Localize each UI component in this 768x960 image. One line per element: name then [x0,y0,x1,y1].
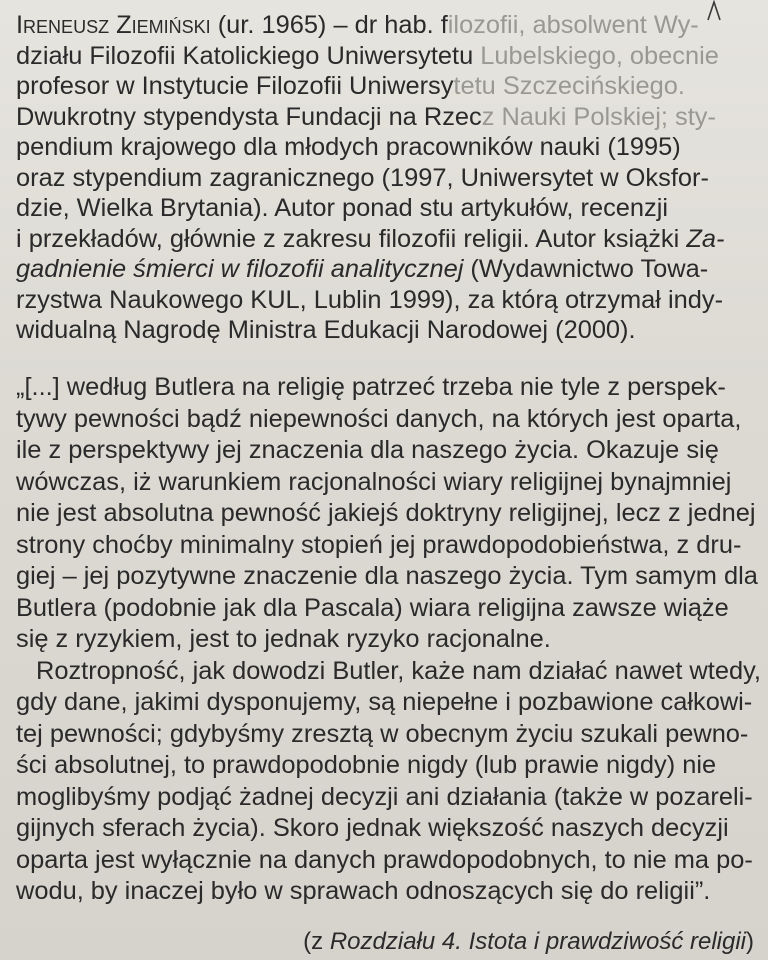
bio-line: widualną Nagrodę Ministra Edukacji Narodowej (2000). [16,316,636,344]
bio-line: i przekładów, głównie z zakresu filozofii religii. Autor książki Za- [16,224,725,253]
quote-line: ile z perspektywy jej znaczenia dla naszego życia. Okazuje się [16,436,719,464]
author-bio [16,10,744,346]
quote-line: Roztropność, jak dowodzi Butler, każe nam działać nawet wtedy, [36,656,761,685]
quote-line: Butlera (podobnie jak dla Pascala) wiara religijna zawsze wiąże [16,593,729,622]
quote-line: tywy pewności bądź niepewności danych, na których jest oparta, [16,404,742,433]
bio-line: oraz stypendium zagranicznego (1997, Uniwersytet w Oksfor- [16,163,709,192]
bio-line: Ireneusz Ziemiński (ur. 1965) – dr hab. filozofii, absolwent Wy- [16,11,699,39]
quote-line: tej pewności; gdybyśmy zresztą w obecnym życiu szukali pewno- [16,719,749,748]
quote-line: wodu, by inaczej było w sprawach odnoszących się do religii”. [16,877,711,905]
quote-line: oparta jest wyłącznie na danych prawdopodobnych, to nie ma po- [16,845,753,874]
bio-line: profesor w Instytucie Filozofii Uniwersytetu Szczecińskiego. [16,72,685,100]
quote-line: nie jest absolutna pewność jakiejś doktryny religijnej, lecz z jednej [16,499,756,527]
source-title: Rozdziału 4. Istota i prawdziwość religii [329,928,746,955]
quote-paragraph-2 [16,656,761,908]
quote-line: gijnych sferach życia). Skoro jednak większość naszych decyzji [16,814,729,842]
quote-line: giej – jej pozytywne znaczenie dla naszego życia. Tym samym dla [16,562,758,590]
faded-text: Lubelskiego, obecnie [480,41,719,70]
book-title: gadnienie śmierci w filozofii analitycznej [16,255,464,283]
bio-line: rzystwa Naukowego KUL, Lublin 1999), za którą otrzymał indy- [16,285,724,314]
book-title: Za- [686,224,725,253]
faded-text: tetu Szczecińskiego. [453,72,685,100]
bio-line: gadnienie śmierci w filozofii analitycznej (Wydawnictwo Towa- [16,255,709,283]
bio-line: pendium krajowego dla młodych pracowników nauki (1995) [16,133,681,161]
faded-text: ilozofii, absolwent Wy- [447,11,699,39]
quote-line: strony choćby minimalny stopień jej prawdopodobieństwa, z dru- [16,530,742,559]
quote-line: gdy dane, jakimi dysponujemy, są niepełne i pozbawione całkowi- [16,688,753,716]
quote-line: się z ryzykiem, jest to jednak ryzyko racjonalne. [16,625,551,653]
bio-line: Dwukrotny stypendysta Fundacji na Rzecz Nauki Polskiej; sty- [16,102,716,131]
quotation [16,372,761,908]
bio-line: dzie, Wielka Brytania). Autor ponad stu artykułów, recenzji [16,194,668,222]
author-name: Ireneusz Ziemiński [16,11,211,39]
quote-line: ści absolutnej, to prawdopodobnie nigdy (lub prawie nigdy) nie [16,751,717,779]
quote-paragraph-1 [16,372,758,656]
quote-line: moglibyśmy podjąć żadnej decyzji ani działania (także w pozareli- [16,782,753,811]
quote-line: „[...] według Butlera na religię patrzeć trzeba nie tyle z perspek- [16,373,726,401]
quote-source: (z Rozdziału 4. Istota i prawdziwość religii) [303,928,754,955]
faded-text: z Nauki Polskiej; sty- [481,102,716,131]
quote-line: wówczas, iż warunkiem racjonalności wiary religijnej bynajmniej [16,467,732,496]
bio-line: działu Filozofii Katolickiego Uniwersytetu Lubelskiego, obecnie [16,41,719,70]
